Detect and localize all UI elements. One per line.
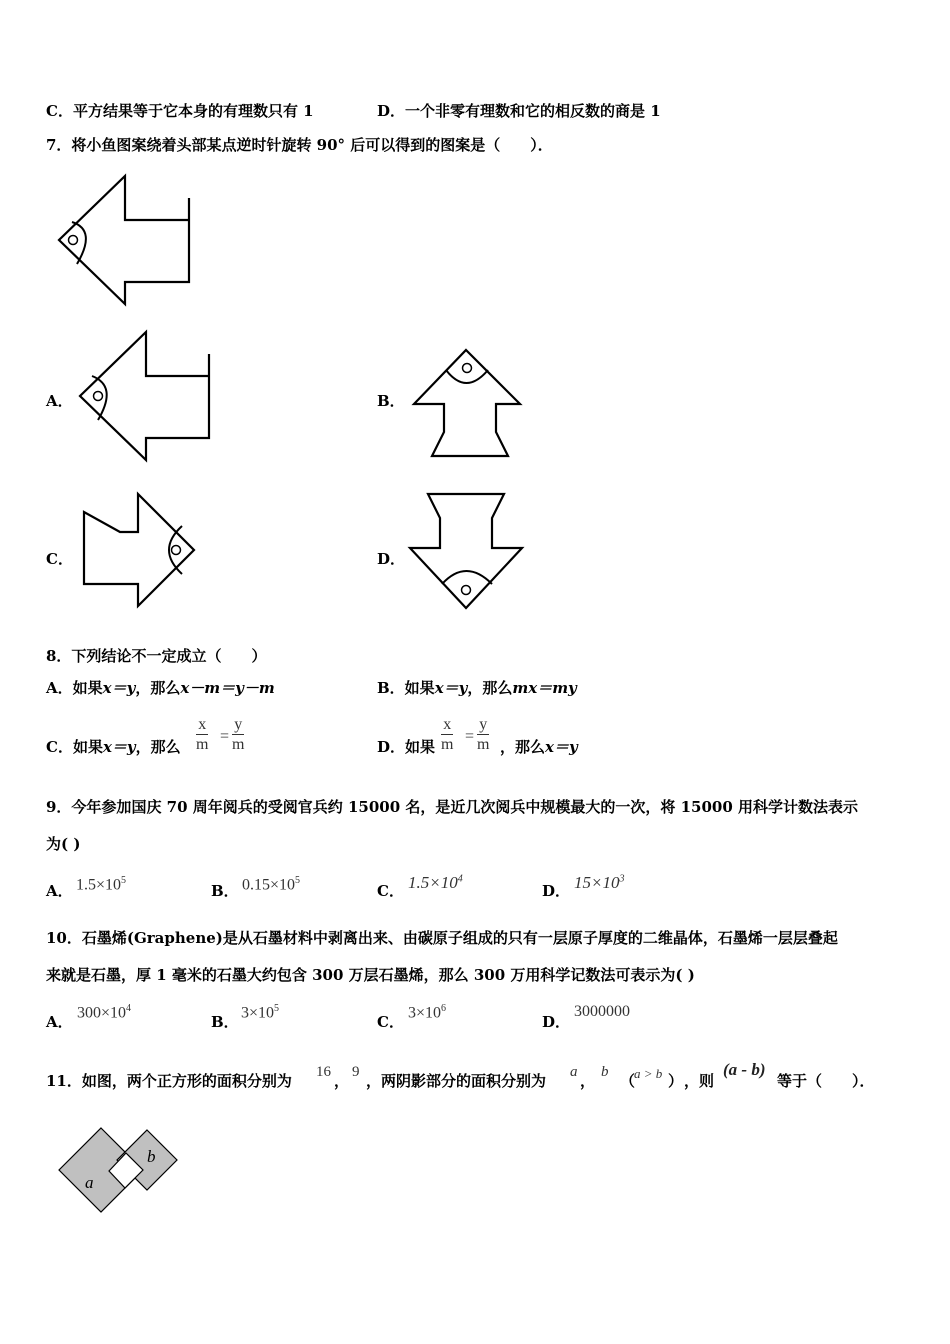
q7-stem: 7．将小鱼图案绕着头部某点逆时针旋转 90° 后可以得到的图案是（ ）．	[46, 136, 553, 154]
q8-option-c: C．如果x＝y，那么	[46, 738, 181, 756]
q11-stem-part1: 11．如图，两个正方形的面积分别为	[46, 1072, 292, 1090]
q9-option-b-value: $0.15\times 10^5$	[242, 875, 301, 894]
q10-stem-line2: 来就是石墨，厚 1 毫米的石墨大约包含 300 万层石墨烯，那么 300 万用科学记数法可表示为( )	[46, 966, 695, 984]
q9-stem-line2: 为( )	[46, 835, 81, 853]
q9-label-b: B．	[211, 882, 239, 900]
q9-option-d-value: $15\times 10^3$	[574, 873, 625, 892]
q9-label-d: D．	[542, 882, 571, 900]
q10-option-b-value: $3\times 10^5$	[241, 1003, 280, 1022]
q6-option-c: C．平方结果等于它本身的有理数只有 1	[46, 102, 314, 120]
q9-label-a: A．	[46, 882, 73, 900]
q7-label-d: D．	[377, 550, 406, 568]
q7-label-b: B．	[377, 392, 405, 410]
q10-option-d-value: 3000000	[574, 1003, 630, 1020]
q8-option-d-suffix: ，那么x＝y	[500, 738, 578, 756]
q10-option-c-value: $3\times 10^6$	[408, 1003, 447, 1022]
q8-d-equals: =	[465, 728, 475, 745]
q7-label-a: A．	[46, 392, 73, 410]
q11-var-b: b	[601, 1064, 609, 1080]
fish-original-figure	[55, 172, 195, 307]
q11-stem-part2: ，两阴影部分的面积分别为	[366, 1072, 547, 1090]
q10-option-a-value: $300\times 10^4$	[77, 1003, 132, 1022]
q8-d-fraction-left: $\frac{x}{m}$	[441, 716, 454, 753]
fish-option-a-figure	[78, 328, 213, 463]
q11-value-9: 9	[352, 1064, 360, 1080]
q8-c-fraction-left: $\frac{x}{m}$	[196, 716, 209, 753]
figure-label-a: a	[85, 1173, 94, 1192]
q11-comma: ，	[334, 1072, 350, 1090]
q8-option-b: B．如果x＝y，那么mx＝my	[377, 679, 577, 697]
q11-condition: a > b	[634, 1066, 663, 1081]
q8-c-equals: =	[220, 728, 230, 745]
q9-label-c: C．	[377, 882, 404, 900]
q9-option-c-value: $1.5\times 10^4$	[408, 873, 463, 892]
q10-label-b: B．	[211, 1013, 239, 1031]
q8-option-d-prefix: D．如果	[377, 738, 436, 756]
q7-label-c: C．	[46, 550, 73, 568]
q8-d-fraction-right: $\frac{y}{m}$	[477, 716, 490, 753]
q10-stem-line1: 10．石墨烯(Graphene)是从石墨材料中剥离出来、由碳原子组成的只有一层原子厚度的二维晶体，石墨烯一层层叠起	[46, 929, 838, 947]
fish-option-c-figure	[80, 492, 198, 610]
q10-label-a: A．	[46, 1013, 73, 1031]
q9-option-a-value: $1.5\times 10^5$	[76, 875, 127, 894]
q11-cond-close: ）	[668, 1072, 684, 1090]
q10-label-d: D．	[542, 1013, 571, 1031]
q11-expression: (a - b)	[723, 1060, 766, 1079]
q11-var-a: a	[570, 1064, 578, 1080]
q8-stem: 8．下列结论不一定成立（ ）	[46, 647, 267, 665]
q10-label-c: C．	[377, 1013, 404, 1031]
q8-c-fraction-right: $\frac{y}{m}$	[232, 716, 245, 753]
q11-comma-2: ，	[580, 1072, 596, 1090]
q11-value-16: 16	[316, 1064, 331, 1080]
overlapping-squares-figure	[55, 1124, 181, 1224]
q8-option-a: A．如果x＝y，那么x－m＝y－m	[46, 679, 275, 697]
q11-cond-open: （	[620, 1072, 636, 1090]
q11-stem-part4: 等于（ ）．	[777, 1072, 875, 1090]
q11-stem-part3: ，则	[684, 1072, 715, 1090]
q9-stem-line1: 9．今年参加国庆 70 周年阅兵的受阅官兵约 15000 名，是近几次阅兵中规模最大的一次，将 15000 用科学计数法表示	[46, 798, 859, 816]
q6-option-d: D．一个非零有理数和它的相反数的商是 1	[377, 102, 661, 120]
fish-option-d-figure	[408, 492, 526, 612]
figure-label-b: b	[147, 1147, 156, 1166]
fish-option-b-figure	[412, 348, 524, 460]
